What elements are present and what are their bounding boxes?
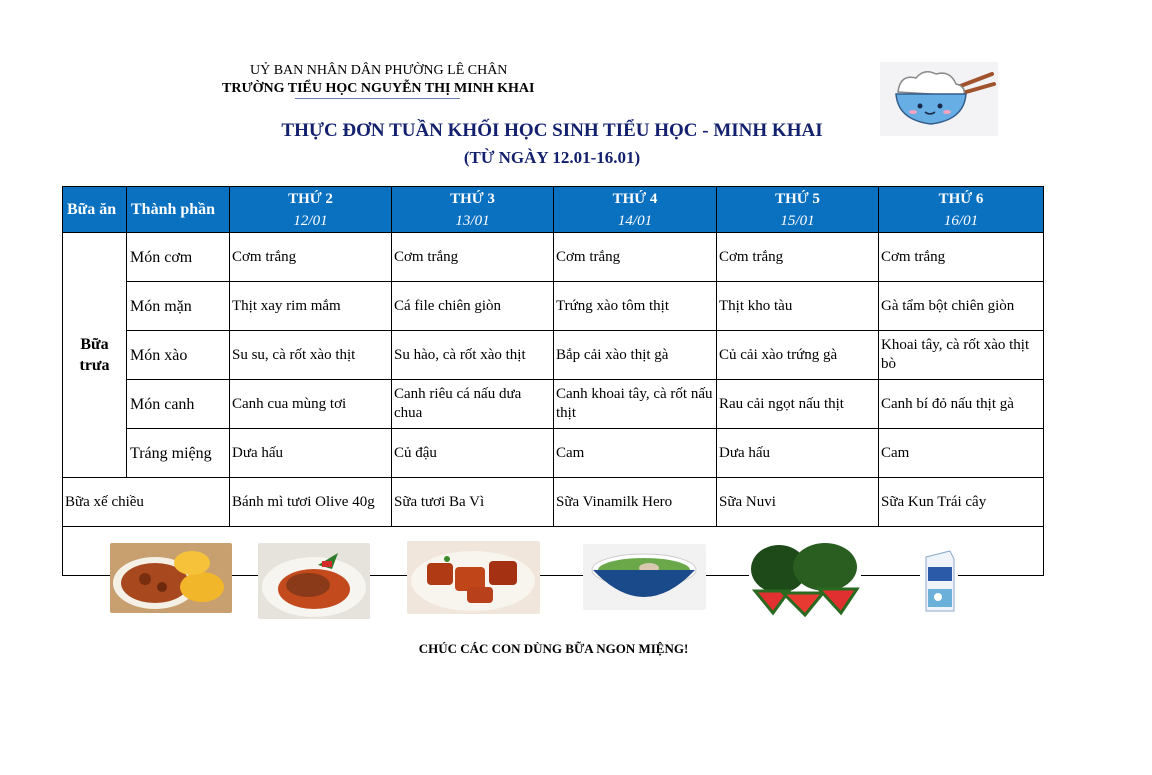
menu-cell: Sữa Kun Trái cây: [879, 478, 1044, 527]
menu-cell: Cơm trắng: [879, 233, 1044, 282]
menu-cell: Canh cua mùng tơi: [230, 380, 392, 429]
menu-cell: Cam: [879, 429, 1044, 478]
pork-dish-image: [407, 541, 540, 614]
component-label: Tráng miệng: [127, 429, 230, 478]
menu-cell: Su hào, cà rốt xào thịt: [392, 331, 554, 380]
menu-cell: Thịt kho tàu: [717, 282, 879, 331]
component-label: Món canh: [127, 380, 230, 429]
milk-carton-image: [920, 549, 958, 615]
table-row: [63, 282, 1044, 331]
table-header-row: [63, 187, 1044, 233]
table-row: [63, 380, 1044, 429]
menu-cell: Củ cải xào trứng gà: [717, 331, 879, 380]
school-underline: [295, 98, 460, 99]
menu-cell: Cá file chiên giòn: [392, 282, 554, 331]
menu-cell: Trứng xào tôm thịt: [554, 282, 717, 331]
closing-greeting: CHÚC CÁC CON DÙNG BỮA NGON MIỆNG!: [418, 641, 689, 656]
component-label: Món xào: [127, 331, 230, 380]
component-label: Món mặn: [127, 282, 230, 331]
menu-cell: Canh bí đỏ nấu thịt gà: [879, 380, 1044, 429]
menu-cell: Canh riêu cá nấu dưa chua: [392, 380, 554, 429]
fish-dish-image: [258, 543, 370, 619]
menu-cell: Cơm trắng: [717, 233, 879, 282]
menu-cell: Thịt xay rim mắm: [230, 282, 392, 331]
authority-name: UỶ BAN NHÂN DÂN PHƯỜNG LÊ CHÂN: [250, 63, 508, 78]
col-day-4-header: THỨ 5 15/01: [717, 187, 879, 233]
table-row: [63, 429, 1044, 478]
school-name: TRƯỜNG TIỂU HỌC NGUYỄN THỊ MINH KHAI: [222, 81, 535, 96]
stew-bread-image: [110, 543, 232, 613]
menu-cell: Gà tẩm bột chiên giòn: [879, 282, 1044, 331]
menu-cell: Cơm trắng: [554, 233, 717, 282]
snack-label: Bữa xế chiều: [63, 478, 230, 527]
menu-cell: Rau cải ngọt nấu thịt: [717, 380, 879, 429]
col-day-2-header: THỨ 3 13/01: [392, 187, 554, 233]
menu-cell: Dưa hấu: [230, 429, 392, 478]
footer-row: [63, 527, 1044, 576]
col-component-header: Thành phần: [127, 187, 230, 233]
date-range: (TỪ NGÀY 12.01-16.01): [463, 148, 641, 167]
col-day-1-header: THỨ 2 12/01: [230, 187, 392, 233]
menu-cell: Cơm trắng: [392, 233, 554, 282]
table-row: [63, 478, 1044, 527]
food-gallery: [63, 527, 1044, 656]
menu-cell: Củ đậu: [392, 429, 554, 478]
weekly-menu-table: [62, 186, 1044, 656]
table-row: [63, 331, 1044, 380]
menu-cell: Dưa hấu: [717, 429, 879, 478]
menu-cell: Bánh mì tươi Olive 40g: [230, 478, 392, 527]
menu-cell: Su su, cà rốt xào thịt: [230, 331, 392, 380]
menu-cell: Canh khoai tây, cà rốt nấu thịt: [554, 380, 717, 429]
col-meal-header: Bữa ăn: [63, 187, 127, 233]
page-title: THỰC ĐƠN TUẦN KHỐI HỌC SINH TIỂU HỌC - MINH KHAI: [281, 120, 823, 141]
menu-cell: Sữa tươi Ba Vì: [392, 478, 554, 527]
menu-cell: Cơm trắng: [230, 233, 392, 282]
col-day-3-header: THỨ 4 14/01: [554, 187, 717, 233]
component-label: Món cơm: [127, 233, 230, 282]
menu-cell: Khoai tây, cà rốt xào thịt bò: [879, 331, 1044, 380]
rice-bowl-logo: [880, 62, 998, 136]
table-row: [63, 233, 1044, 282]
watermelon-image: [749, 541, 861, 617]
soup-bowl-image: [583, 544, 706, 610]
menu-cell: Bắp cải xào thịt gà: [554, 331, 717, 380]
menu-cell: Cam: [554, 429, 717, 478]
menu-cell: Sữa Nuvi: [717, 478, 879, 527]
col-day-5-header: THỨ 6 16/01: [879, 187, 1044, 233]
menu-cell: Sữa Vinamilk Hero: [554, 478, 717, 527]
lunch-label: Bữa trưa: [63, 233, 127, 478]
